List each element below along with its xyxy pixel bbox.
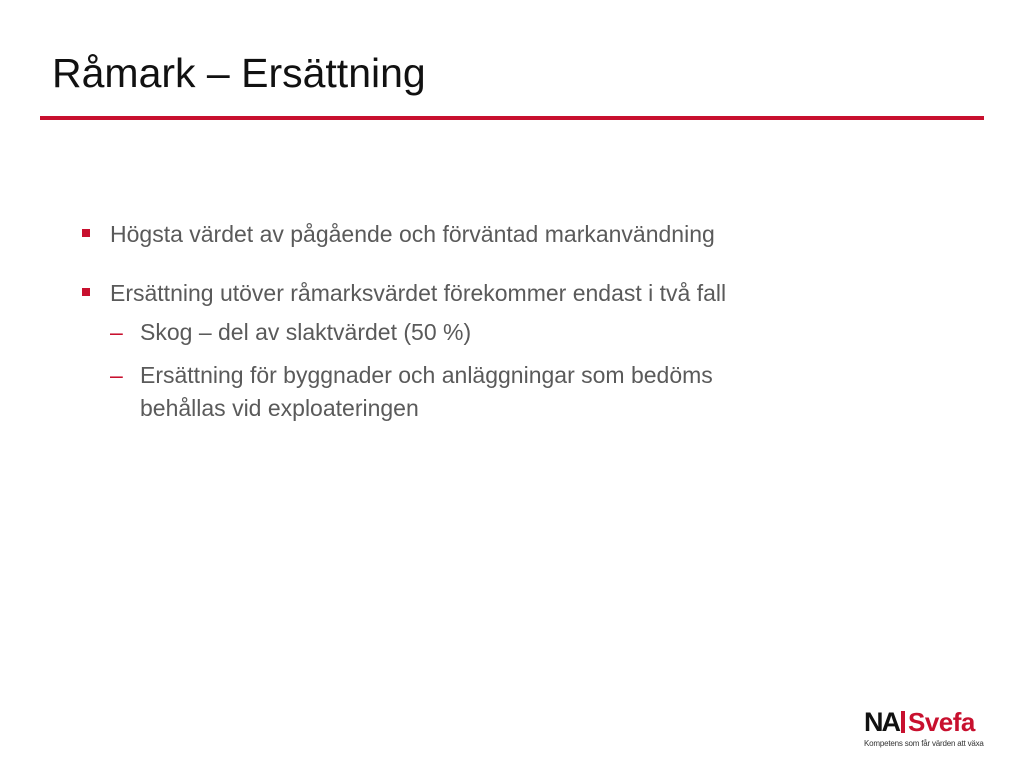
sub-bullet-item: [110, 316, 782, 349]
slide-title: Råmark – Ersättning: [52, 50, 426, 96]
sub-bullet-list: [110, 316, 782, 425]
sub-bullet-text: Skog – del av slaktvärdet (50 %): [140, 319, 472, 345]
bullet-item: [82, 277, 782, 425]
title-divider: [40, 116, 984, 120]
logo-tagline: Kompetens som får värden att växa: [864, 739, 984, 748]
bullet-text: Högsta värdet av pågående och förväntad markanvändning: [110, 221, 715, 247]
logo-bar-icon: [901, 711, 905, 733]
bullet-item: [82, 218, 782, 251]
logo-svefa-text: Svefa: [908, 707, 975, 737]
square-bullet-icon: [82, 288, 90, 296]
bullet-text: Ersättning utöver råmarksvärdet förekommer endast i två fall: [110, 280, 727, 306]
nai-svefa-logo: [864, 708, 988, 750]
sub-bullet-text: Ersättning för byggnader och anläggningar som bedöms behållas vid exploateringen: [140, 362, 713, 421]
slide-content: [82, 218, 782, 451]
dash-bullet-icon: –: [110, 319, 123, 345]
sub-bullet-item: [110, 359, 782, 425]
square-bullet-icon: [82, 229, 90, 237]
logo-nai-text: NA: [864, 707, 899, 737]
logo-mark: [864, 708, 988, 736]
dash-bullet-icon: –: [110, 362, 123, 388]
